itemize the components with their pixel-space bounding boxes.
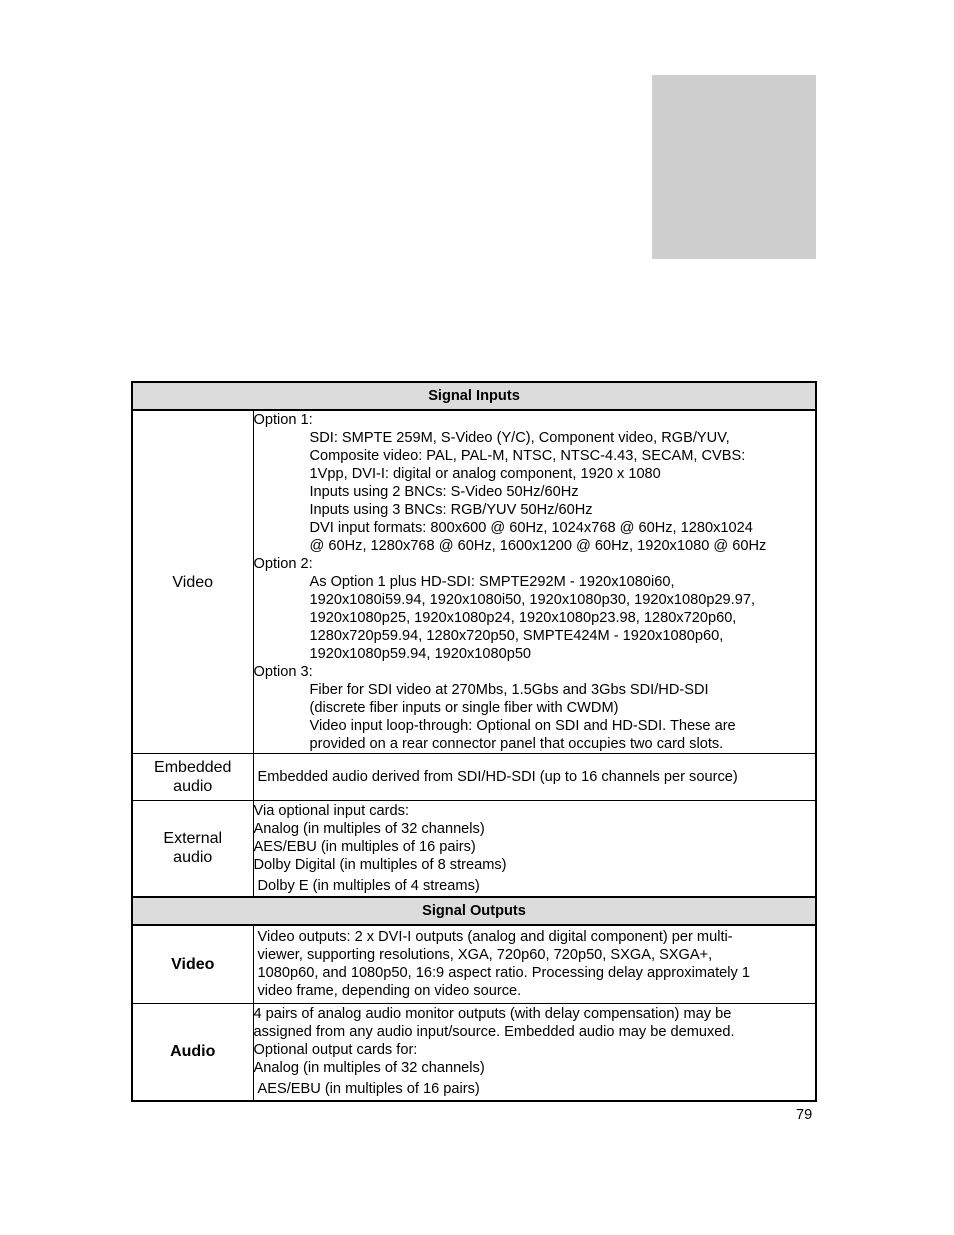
option-1-line: SDI: SMPTE 259M, S-Video (Y/C), Component video, RGB/YUV, [309, 430, 730, 446]
option-1-line: Inputs using 2 BNCs: S-Video 50Hz/60Hz [309, 484, 579, 500]
option-1-line: DVI input formats: 800x600 @ 60Hz, 1024x768 @ 60Hz, 1280x1024 [309, 520, 753, 536]
signal-outputs-header: Signal Outputs [132, 897, 816, 925]
video-output-line: Video outputs: 2 x DVI-I outputs (analog and digital component) per multi- [257, 929, 733, 946]
audio-output-line: AES/EBU (in multiples of 16 pairs) [257, 1081, 480, 1098]
external-audio-line: Dolby Digital (in multiples of 8 streams) [253, 856, 507, 873]
audio-output-details [253, 1004, 816, 1101]
option-1-line: 1Vpp, DVI-I: digital or analog component, 1920 x 1080 [309, 466, 661, 482]
video-output-details [253, 925, 816, 1004]
signal-inputs-header: Signal Inputs [132, 382, 816, 410]
external-audio-line: Dolby E (in multiples of 4 streams) [257, 877, 480, 894]
external-audio-line: Via optional input cards: [253, 802, 410, 819]
option-3-line: (discrete fiber inputs or single fiber with CWDM) [309, 700, 619, 716]
embedded-audio-label-line: audio [173, 778, 213, 795]
embedded-audio-label-line: Embedded [154, 759, 232, 776]
option-2-line: 1920x1080p59.94, 1920x1080p50 [309, 646, 532, 662]
option-2-line: 1920x1080i59.94, 1920x1080i50, 1920x1080p30, 1920x1080p29.97, [309, 592, 756, 608]
external-audio-label-line: audio [173, 849, 213, 867]
signal-outputs-header-row [132, 897, 816, 925]
option-2-line: 1920x1080p25, 1920x1080p24, 1920x1080p23.98, 1280x720p60, [309, 610, 737, 626]
audio-output-line: Analog (in multiples of 32 channels) [253, 1060, 485, 1077]
table-row-video-input [132, 410, 816, 754]
option-3-line: provided on a rear connector panel that occupies two card slots. [309, 736, 724, 752]
option-3-line: Fiber for SDI video at 270Mbs, 1.5Gbs and 3Gbs SDI/HD-SDI [309, 682, 709, 698]
option-1-title: Option 1: [253, 412, 313, 428]
signal-inputs-header-row [132, 382, 816, 410]
external-audio-line: AES/EBU (in multiples of 16 pairs) [253, 838, 476, 855]
audio-output-line: 4 pairs of analog audio monitor outputs (with delay compensation) may be [253, 1006, 732, 1023]
chapter-tab-block [652, 75, 816, 259]
external-audio-label [132, 801, 253, 897]
embedded-audio-label [132, 754, 253, 801]
option-1-line: Composite video: PAL, PAL-M, NTSC, NTSC-4.43, SECAM, CVBS: [309, 448, 746, 464]
table-row-audio-output [132, 1004, 816, 1101]
table-row-external-audio [132, 801, 816, 897]
audio-output-label: Audio [132, 1004, 253, 1101]
option-3-title: Option 3: [253, 664, 313, 680]
external-audio-label-line: External [163, 830, 223, 848]
page-number: 79 [796, 1107, 813, 1123]
video-output-line: 1080p60, and 1080p50, 16:9 aspect ratio. Processing delay approximately 1 [257, 965, 750, 982]
option-2-line: 1280x720p59.94, 1280x720p50, SMPTE424M - 1920x1080p60, [309, 628, 724, 644]
option-1-line: Inputs using 3 BNCs: RGB/YUV 50Hz/60Hz [309, 502, 593, 518]
option-3-line: Video input loop-through: Optional on SDI and HD-SDI. These are [309, 718, 736, 734]
audio-output-line: Optional output cards for: [253, 1042, 418, 1059]
video-output-line: viewer, supporting resolutions, XGA, 720p60, 720p50, SXGA, SXGA+, [257, 947, 713, 964]
table-row-embedded-audio [132, 754, 816, 801]
embedded-audio-details [253, 754, 816, 801]
video-output-line: video frame, depending on video source. [257, 983, 522, 1000]
embedded-audio-text: Embedded audio derived from SDI/HD-SDI (up to 16 channels per source) [257, 769, 738, 785]
video-input-label: Video [132, 410, 253, 754]
table-row-video-output [132, 925, 816, 1004]
audio-output-line: assigned from any audio input/source. Embedded audio may be demuxed. [253, 1024, 735, 1041]
external-audio-line: Analog (in multiples of 32 channels) [253, 820, 485, 837]
option-1-line: @ 60Hz, 1280x768 @ 60Hz, 1600x1200 @ 60Hz, 1920x1080 @ 60Hz [309, 538, 767, 554]
option-2-line: As Option 1 plus HD-SDI: SMPTE292M - 1920x1080i60, [309, 574, 675, 590]
specifications-table [131, 381, 817, 1102]
external-audio-details [253, 801, 816, 897]
video-input-details [253, 410, 816, 754]
video-output-label: Video [132, 925, 253, 1004]
option-2-title: Option 2: [253, 556, 313, 572]
